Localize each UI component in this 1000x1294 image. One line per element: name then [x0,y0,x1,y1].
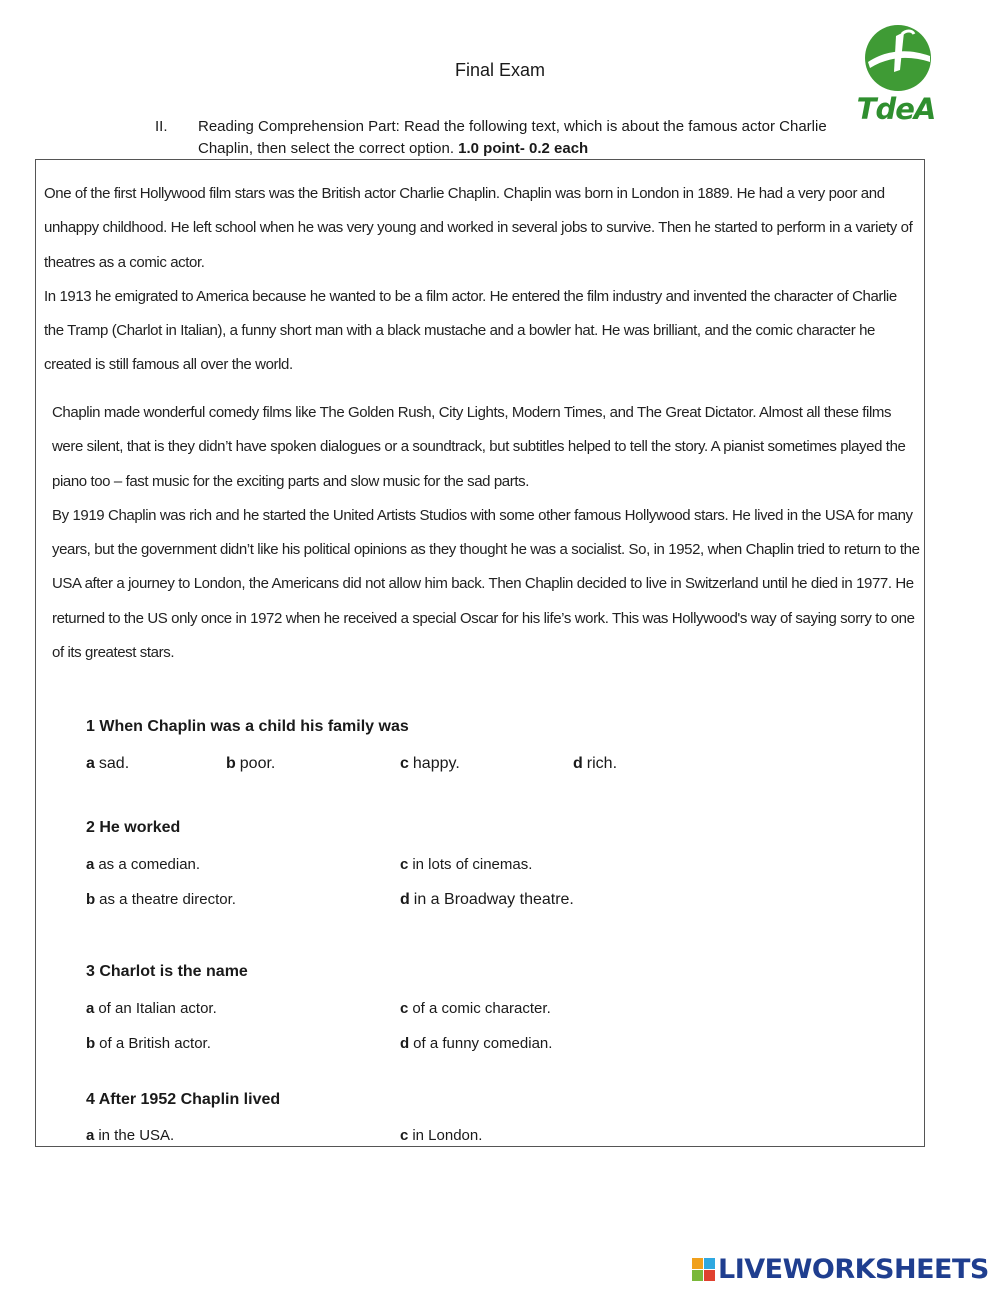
q1-option-b[interactable]: b poor. [226,755,276,772]
question-4: 4 After 1952 Chaplin lived [86,1091,281,1108]
q3-option-d[interactable]: d of a funny comedian. [400,1035,553,1052]
q4-option-c[interactable]: c in London. [400,1127,483,1144]
q2-option-c[interactable]: c in lots of cinemas. [400,856,533,873]
liveworksheets-text: LIVEWORKSHEETS [718,1253,989,1285]
q1-option-d[interactable]: d rich. [573,755,618,772]
q2-option-a[interactable]: a as a comedian. [86,856,201,873]
reading-paragraph-2: In 1913 he emigrated to America because he wanted to be a film actor. He entered the film industry and invented the character of Charlie the Tramp (Charlot in Italian), a funny short man with a black mustache and a bowler hat. He was brilliant, and the comic character he created is still famous all over the world. [44,287,897,374]
reading-block-2 [52,396,920,670]
reading-paragraph-1: One of the first Hollywood film stars was the British actor Charlie Chaplin. Chaplin was born in London in 1889. He had a very poor and unhappy childhood. He left school when he was very young and worked in several jobs to survive. Then he started to perform in a variety of theatres as a comic actor. [44,185,913,271]
tdea-logo [846,22,946,126]
section-number: II. [155,118,168,135]
question-2: 2 He worked [86,819,181,836]
points-text: 1.0 point- 0.2 each [458,140,589,157]
q2-option-b[interactable]: b as a theatre director. [86,891,236,908]
section-instruction [198,116,848,160]
liveworksheets-brand [692,1252,989,1286]
instruction-text: Reading Comprehension Part: Read the following text, which is about the famous actor Charlie Chaplin, then select the correct option. [198,118,827,157]
q4-option-a[interactable]: a in the USA. [86,1127,175,1144]
question-1: 1 When Chaplin was a child his family was [86,718,409,735]
q3-option-c[interactable]: c of a comic character. [400,1000,551,1017]
tdea-logo-text: TdeA [856,92,936,126]
q1-option-c[interactable]: c happy. [400,755,460,772]
q2-option-d[interactable]: d in a Broadway theatre. [400,891,574,908]
q1-option-a[interactable]: a sad. [86,755,130,772]
reading-paragraph-4: By 1919 Chaplin was rich and he started the United Artists Studios with some other famous Hollywood stars. He lived in the USA for many years, but the government didn’t like his political opinions as they thought he was a socialist. So, in 1952, when Chaplin tried to return to the USA after a journey to London, the Americans did not allow him back. Then Chaplin decided to live in Switzerland until he died in 1977. He returned to the US only once in 1972 when he received a special Oscar for his life’s work. This was Hollywood's way of saying sorry to one of its greatest stars. [52,506,920,662]
q3-option-a[interactable]: a of an Italian actor. [86,1000,217,1017]
tdea-logo-emblem-icon [846,22,946,94]
page-title: Final Exam [454,60,546,80]
q3-option-b[interactable]: b of a British actor. [86,1035,211,1052]
reading-block-1 [44,177,914,383]
reading-paragraph-3: Chaplin made wonderful comedy films like The Golden Rush, City Lights, Modern Times, and The Great Dictator. Almost all these films were silent, that is they didn’t have spoken dialogues or a soundtrack, but subtitles helped to tell the story. A pianist sometimes played the piano too – fast music for the exciting parts and slow music for the sad parts. [52,404,906,490]
question-3: 3 Charlot is the name [86,963,248,980]
liveworksheets-logo-icon [692,1258,715,1281]
